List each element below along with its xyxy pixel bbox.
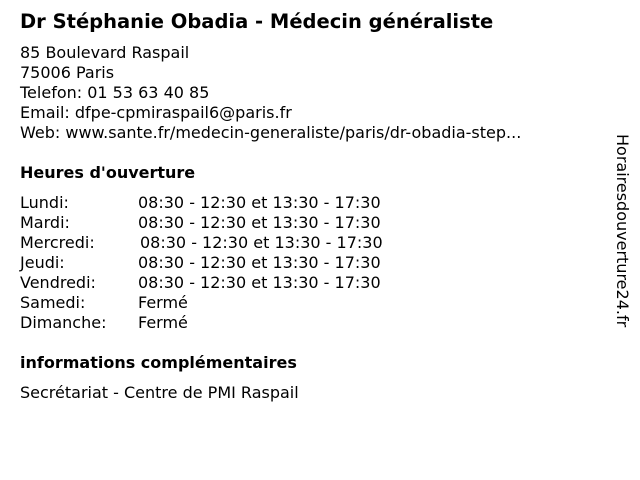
- day-label: Mardi:: [20, 213, 70, 232]
- day-label: Lundi:: [20, 193, 69, 212]
- day-label: Vendredi:: [20, 273, 96, 292]
- hours-value: 08:30 - 12:30 et 13:30 - 17:30: [140, 233, 383, 252]
- email-line: Email: dfpe-cpmiraspail6@paris.fr: [20, 103, 292, 122]
- info-heading: informations complémentaires: [20, 353, 297, 372]
- hours-value: 08:30 - 12:30 et 13:30 - 17:30: [138, 273, 381, 292]
- hours-value: 08:30 - 12:30 et 13:30 - 17:30: [138, 193, 381, 212]
- day-label: Samedi:: [20, 293, 86, 312]
- address-street: 85 Boulevard Raspail: [20, 43, 190, 62]
- web-line: Web: www.sante.fr/medecin-generaliste/paris/dr-obadia-step...: [20, 123, 522, 142]
- contact-block: [20, 43, 521, 143]
- hours-value: Fermé: [138, 313, 188, 332]
- watermark: [612, 134, 632, 374]
- page-title: Dr Stéphanie Obadia - Médecin généraliste: [20, 10, 494, 33]
- day-label: Dimanche:: [20, 313, 107, 332]
- watermark-text: Horairesdouverture24.fr: [613, 134, 632, 328]
- address-city: 75006 Paris: [20, 63, 115, 82]
- hours-value: Fermé: [138, 293, 188, 312]
- day-label: Mercredi:: [20, 233, 95, 252]
- hours-value: 08:30 - 12:30 et 13:30 - 17:30: [138, 253, 381, 272]
- hours-value: 08:30 - 12:30 et 13:30 - 17:30: [138, 213, 381, 232]
- day-label: Jeudi:: [20, 253, 65, 272]
- hours-heading: Heures d'ouverture: [20, 163, 196, 182]
- info-text: Secrétariat - Centre de PMI Raspail: [20, 383, 299, 402]
- phone-line: Telefon: 01 53 63 40 85: [20, 83, 210, 102]
